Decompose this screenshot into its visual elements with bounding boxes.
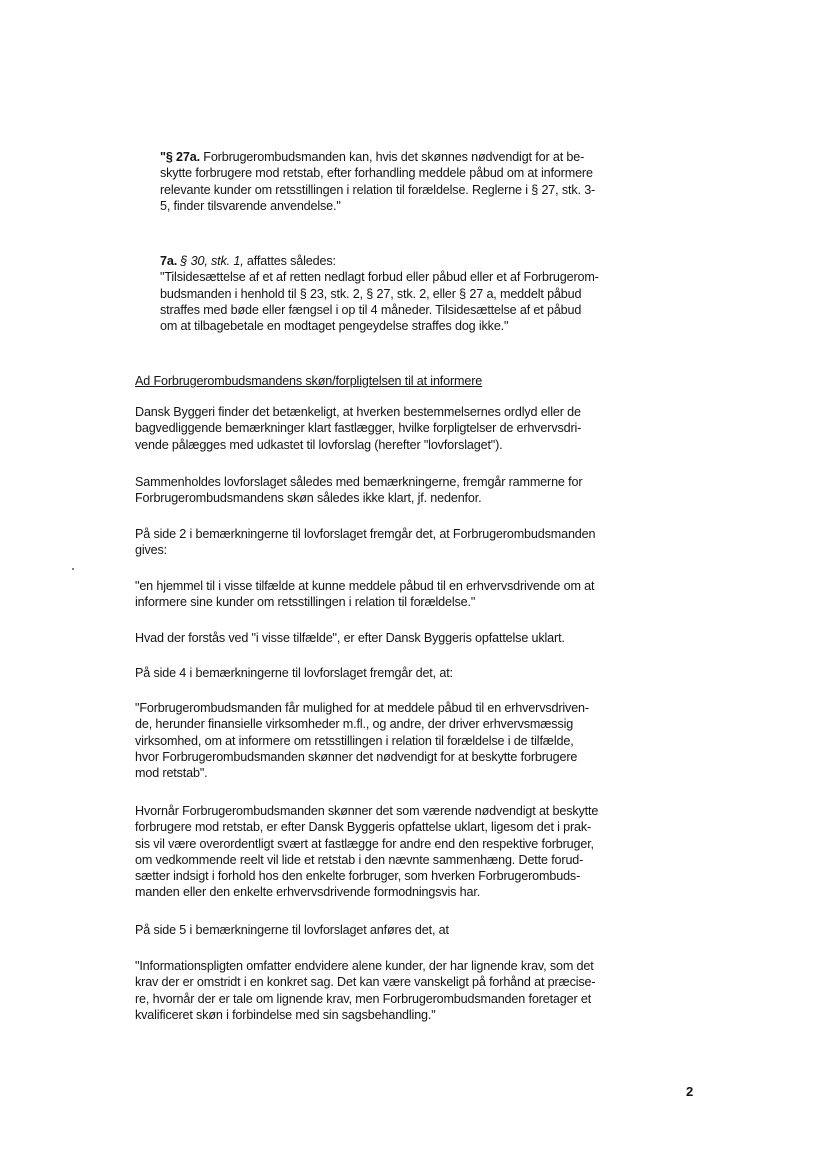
paragraph-2: Sammenholdes lovforslaget således med bemærkningerne, fremgår rammerne for Forbrugerombudsmandens skøn således ikke klart, jf. nedenfor.: [135, 475, 583, 506]
section-27a-prefix: "§ 27a.: [160, 150, 200, 164]
section-27a-line-1: "§ 27a. Forbrugerombudsmanden kan, hvis det skønnes nødvendigt for at be-: [160, 150, 585, 164]
paragraph-4-quote: "en hjemmel til i visse tilfælde at kunne meddele påbud til en erhvervsdrivende om at informere sine kunder om retsstillingen i relation til forældelse.": [135, 579, 595, 610]
section-7a-number: 7a.: [160, 254, 178, 268]
scan-speck: [72, 568, 74, 570]
section-7a-line-4: om at tilbagebetale en modtaget pengeydelse straffes dog ikke.": [160, 319, 509, 334]
paragraph-3: På side 2 i bemærkningerne til lovforslaget fremgår det, at Forbrugerombudsmanden gives:: [135, 527, 596, 558]
section-7a-line-3: straffes med bøde eller fængsel i op til 4 måneder. Tilsidesættelse af et påbud: [160, 302, 582, 317]
paragraph-10-quote: "Informationspligten omfatter endvidere alene kunder, der har lignende krav, som det krav der er omstridt i en konkret sag. Det kan være vanskeligt på forhånd at præcise- re, hvornår der er tale om lignende krav, men Forbrugerombudsmanden foretager et kvalificeret skøn i forbindelse med sin sagsbehandling.": [135, 959, 596, 1022]
section-27a: [160, 149, 690, 214]
paragraph-5: Hvad der forstås ved "i visse tilfælde", er efter Dansk Byggeris opfattelse uklart.: [135, 631, 565, 645]
paragraph-7-quote: "Forbrugerombudsmanden får mulighed for at meddele påbud til en erhvervsdriven- de, herunder finansielle virksomheder m.fl., og andre, der driver erhvervsmæssig virksomhed, om at informere om retsstillingen i relation til forældelse i de tilfælde, hvor Forbrugerombudsmanden skønner det nødvendigt for at beskytte forbrugere mod retstab".: [135, 701, 589, 781]
paragraph-1: Dansk Byggeri finder det betænkeligt, at hverken bestemmelsernes ordlyd eller de bagvedliggende bemærkninger klart fastlægger, hvilke forpligtelser de erhvervsdri- vende pålægges med udkastet til lovforslag (herefter "lovforslaget").: [135, 405, 582, 452]
section-7a-intro: affattes således:: [243, 254, 336, 268]
section-27a-line-3: relevante kunder om retsstillingen i relation til forældelse. Reglerne i § 27, stk. 3-: [160, 182, 596, 197]
section-7a-line-2: budsmanden i henhold til § 23, stk. 2, § 27, stk. 2, eller § 27 a, meddelt påbud: [160, 286, 582, 301]
section-heading: Ad Forbrugerombudsmandens skøn/forpligtelsen til at informere: [135, 374, 483, 388]
section-7a-line-1: "Tilsidesættelse af et af retten nedlagt forbud eller påbud eller et af Forbrugerom-: [160, 270, 599, 285]
section-7a-reference: § 30, stk. 1,: [180, 254, 244, 268]
paragraph-8: Hvornår Forbrugerombudsmanden skønner det som værende nødvendigt at beskytte forbrugere mod retstab, er efter Dansk Byggeris opfattelse uklart, ligesom det i prak- sis vil være overordentligt svært at fastlægge for andre end den respektive forbruger, om vedkommende reelt vil lide et retstab i den nævnte sammenhæng. Dette forud- sætter indsigt i forhold hos den enkelte forbruger, som hverken Forbrugerombuds- manden eller den enkelte erhvervsdrivende formodningsvis har.: [135, 804, 599, 900]
section-27a-line-2: skytte forbrugere mod retstab, efter forhandling meddele påbud om at informere: [160, 166, 593, 181]
paragraph-9: På side 5 i bemærkningerne til lovforslaget anføres det, at: [135, 923, 449, 937]
section-27a-line-4: 5, finder tilsvarende anvendelse.": [160, 198, 341, 213]
section-7a-title: [160, 253, 690, 269]
section-7a: [160, 253, 690, 334]
page-number: 2: [686, 1084, 694, 1099]
paragraph-6: På side 4 i bemærkningerne til lovforslaget fremgår det, at:: [135, 666, 453, 680]
